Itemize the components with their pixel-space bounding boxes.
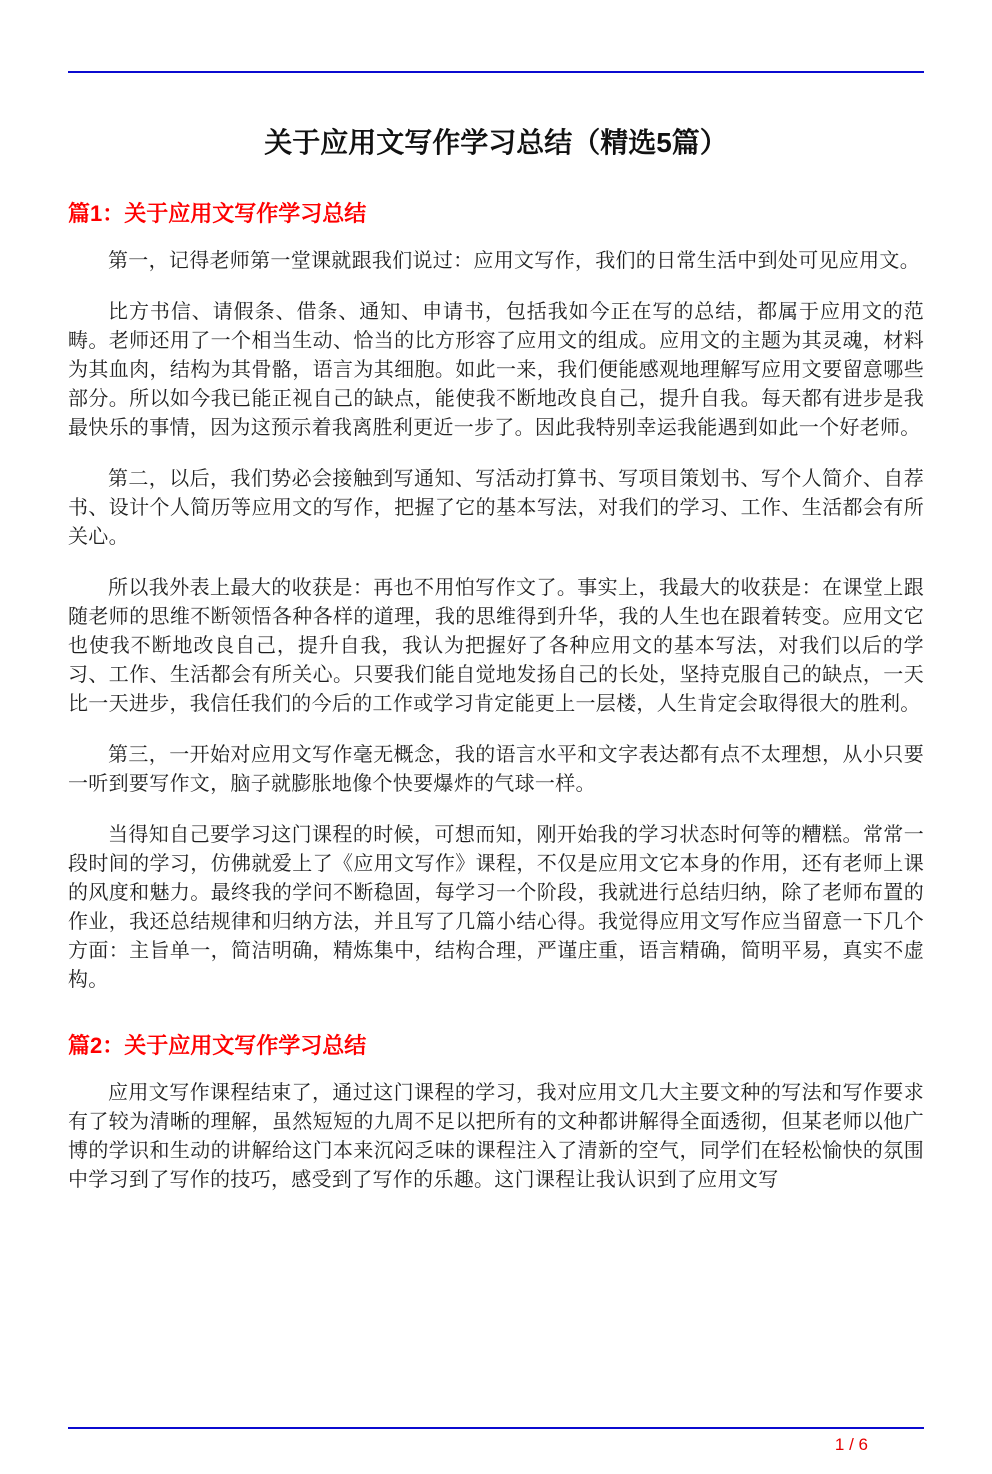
section-2-paragraph-1: 应用文写作课程结束了，通过这门课程的学习，我对应用文几大主要文种的写法和写作要求有了较为清晰的理解，虽然短短的九周不足以把所有的文种都讲解得全面透彻，但某老师以他广博的学识和生动的讲解给这门本来沉闷乏味的课程注入了清新的空气，同学们在轻松愉快的氛围中学习到了写作的技巧，感受到了写作的乐趣。这门课程让我认识到了应用文写 xyxy=(68,1082,924,1191)
page-number: 1 / 6 xyxy=(834,1435,868,1454)
section-1-paragraph-5: 第三，一开始对应用文写作毫无概念，我的语言水平和文字表达都有点不太理想，从小只要一听到要写作文，脑子就膨胀地像个快要爆炸的气球一样。 xyxy=(68,744,924,795)
section-1-heading: 篇1：关于应用文写作学习总结 xyxy=(68,201,367,226)
document-title: 关于应用文写作学习总结（精选5篇） xyxy=(264,127,728,158)
section-1-paragraph-1: 第一，记得老师第一堂课就跟我们说过：应用文写作，我们的日常生活中到处可见应用文。 xyxy=(108,250,920,272)
section-1-paragraph-3: 第二，以后，我们势必会接触到写通知、写活动打算书、写项目策划书、写个人简介、自荐书、设计个人简历等应用文的写作，把握了它的基本写法，对我们的学习、工作、生活都会有所关心。 xyxy=(68,468,924,548)
section-1-paragraph-2: 比方书信、请假条、借条、通知、申请书，包括我如今正在写的总结，都属于应用文的范畴。老师还用了一个相当生动、恰当的比方形容了应用文的组成。应用文的主题为其灵魂，材料为其血肉，结构为其骨骼，语言为其细胞。如此一来，我们便能感观地理解写应用文要留意哪些部分。所以如今我已能正视自己的缺点，能使我不断地改良自己，提升自我。每天都有进步是我最快乐的事情，因为这预示着我离胜利更近一步了。因此我特别幸运我能遇到如此一个好老师。 xyxy=(68,301,924,439)
document-page xyxy=(0,71,992,1474)
section-1-paragraph-4: 所以我外表上最大的收获是：再也不用怕写作文了。事实上，我最大的收获是：在课堂上跟随老师的思维不断领悟各种各样的道理，我的思维得到升华，我的人生也在跟着转变。应用文它也使我不断地改良自己，提升自我，我认为把握好了各种应用文的基本写法，对我们以后的学习、工作、生活都会有所关心。只要我们能自觉地发扬自己的长处，坚持克服自己的缺点，一天比一天进步，我信任我们的今后的工作或学习肯定能更上一层楼，人生肯定会取得很大的胜利。 xyxy=(68,577,924,715)
section-1-paragraph-6: 当得知自己要学习这门课程的时候，可想而知，刚开始我的学习状态时何等的糟糕。常常一段时间的学习，仿佛就爱上了《应用文写作》课程，不仅是应用文它本身的作用，还有老师上课的风度和魅力。最终我的学问不断稳固，每学习一个阶段，我就进行总结归纳，除了老师布置的作业，我还总结规律和归纳方法，并且写了几篇小结心得。我觉得应用文写作应当留意一下几个方面：主旨单一，简洁明确，精炼集中，结构合理，严谨庄重，语言精确，简明平易，真实不虚构。 xyxy=(68,824,924,991)
bottom-divider xyxy=(68,1427,924,1429)
page-footer xyxy=(68,1427,924,1455)
top-divider xyxy=(68,71,924,73)
section-2-heading: 篇2：关于应用文写作学习总结 xyxy=(68,1033,367,1058)
